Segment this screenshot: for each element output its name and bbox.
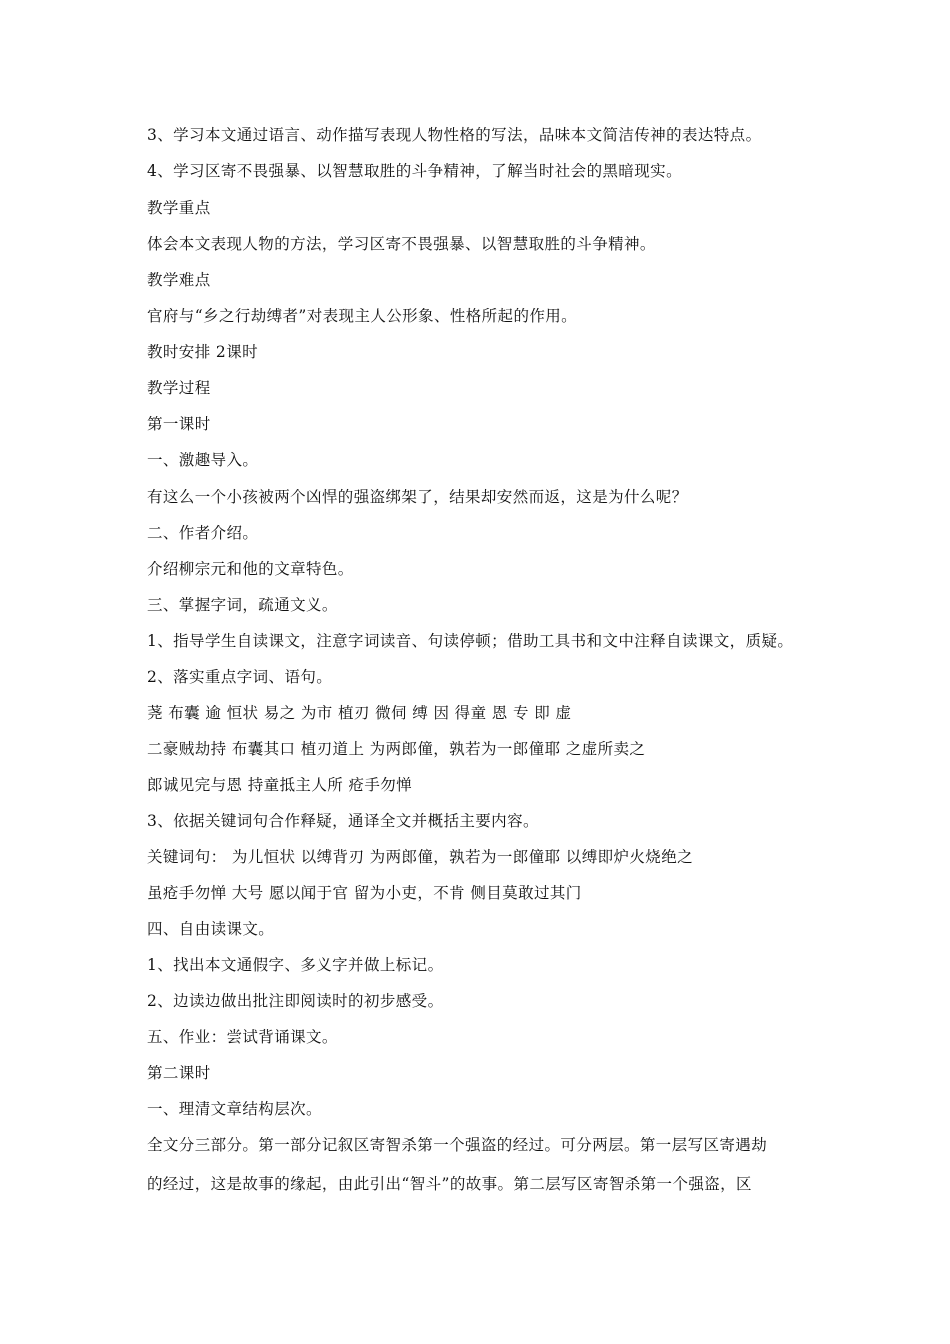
section-heading: 第一课时 — [147, 415, 211, 433]
text-line: 官府与“乡之行劫缚者”对表现主人公形象、性格所起的作用。 — [147, 307, 578, 325]
text-line: 2、落实重点字词、语句。 — [147, 668, 333, 686]
text-line: 虽疮手勿惮 大号 愿以闻于官 留为小吏，不肯 侧目莫敢过其门 — [147, 884, 582, 902]
text-line: 有这么一个小孩被两个凶悍的强盗绑架了，结果却安然而返，这是为什么呢？ — [147, 488, 688, 506]
text-line: 一、激趣导入。 — [147, 451, 259, 469]
section-heading: 第二课时 — [147, 1064, 211, 1082]
text-line: 1、找出本文通假字、多义字并做上标记。 — [147, 956, 444, 974]
text-line: 体会本文表现人物的方法，学习区寄不畏强暴、以智慧取胜的斗争精神。 — [147, 235, 656, 253]
text-line: 荛 布囊 逾 恒状 易之 为市 植刃 微伺 缚 因 得童 恩 专 即 虚 — [147, 704, 572, 722]
text-line: 介绍柳宗元和他的文章特色。 — [147, 560, 354, 578]
text-line: 二豪贼劫持 布囊其口 植刃道上 为两郎僮，孰若为一郎僮耶 之虚所卖之 — [147, 740, 646, 758]
text-line: 一、理清文章结构层次。 — [147, 1100, 322, 1118]
text-line: 五、作业：尝试背诵课文。 — [147, 1028, 338, 1046]
section-heading: 教学过程 — [147, 379, 211, 397]
section-heading: 教学难点 — [147, 271, 211, 289]
text-line: 全文分三部分。第一部分记叙区寄智杀第一个强盗的经过。可分两层。第一层写区寄遇劫 — [147, 1136, 768, 1154]
section-heading: 教学重点 — [147, 199, 211, 217]
text-line: 3、依据关键词句合作释疑，通译全文并概括主要内容。 — [147, 812, 539, 830]
text-line: 3、学习本文通过语言、动作描写表现人物性格的写法，品味本文简洁传神的表达特点。 — [147, 126, 762, 144]
text-line: 1、指导学生自读课文，注意字词读音、句读停顿；借助工具书和文中注释自读课文，质疑。 — [147, 632, 794, 650]
text-line: 郎诚见完与恩 持童抵主人所 疮手勿惮 — [147, 776, 413, 794]
text-line: 教时安排 2课时 — [147, 343, 258, 361]
text-line: 三、掌握字词，疏通文义。 — [147, 596, 338, 614]
text-line: 四、自由读课文。 — [147, 920, 275, 938]
text-line: 的经过，这是故事的缘起，由此引出“智斗”的故事。第二层写区寄智杀第一个强盗，区 — [147, 1175, 752, 1193]
text-line: 4、学习区寄不畏强暴、以智慧取胜的斗争精神，了解当时社会的黑暗现实。 — [147, 162, 682, 180]
text-line: 2、边读边做出批注即阅读时的初步感受。 — [147, 992, 444, 1010]
text-line: 关键词句： 为儿恒状 以缚背刃 为两郎僮，孰若为一郎僮耶 以缚即炉火烧绝之 — [147, 848, 694, 866]
text-line: 二、作者介绍。 — [147, 524, 259, 542]
